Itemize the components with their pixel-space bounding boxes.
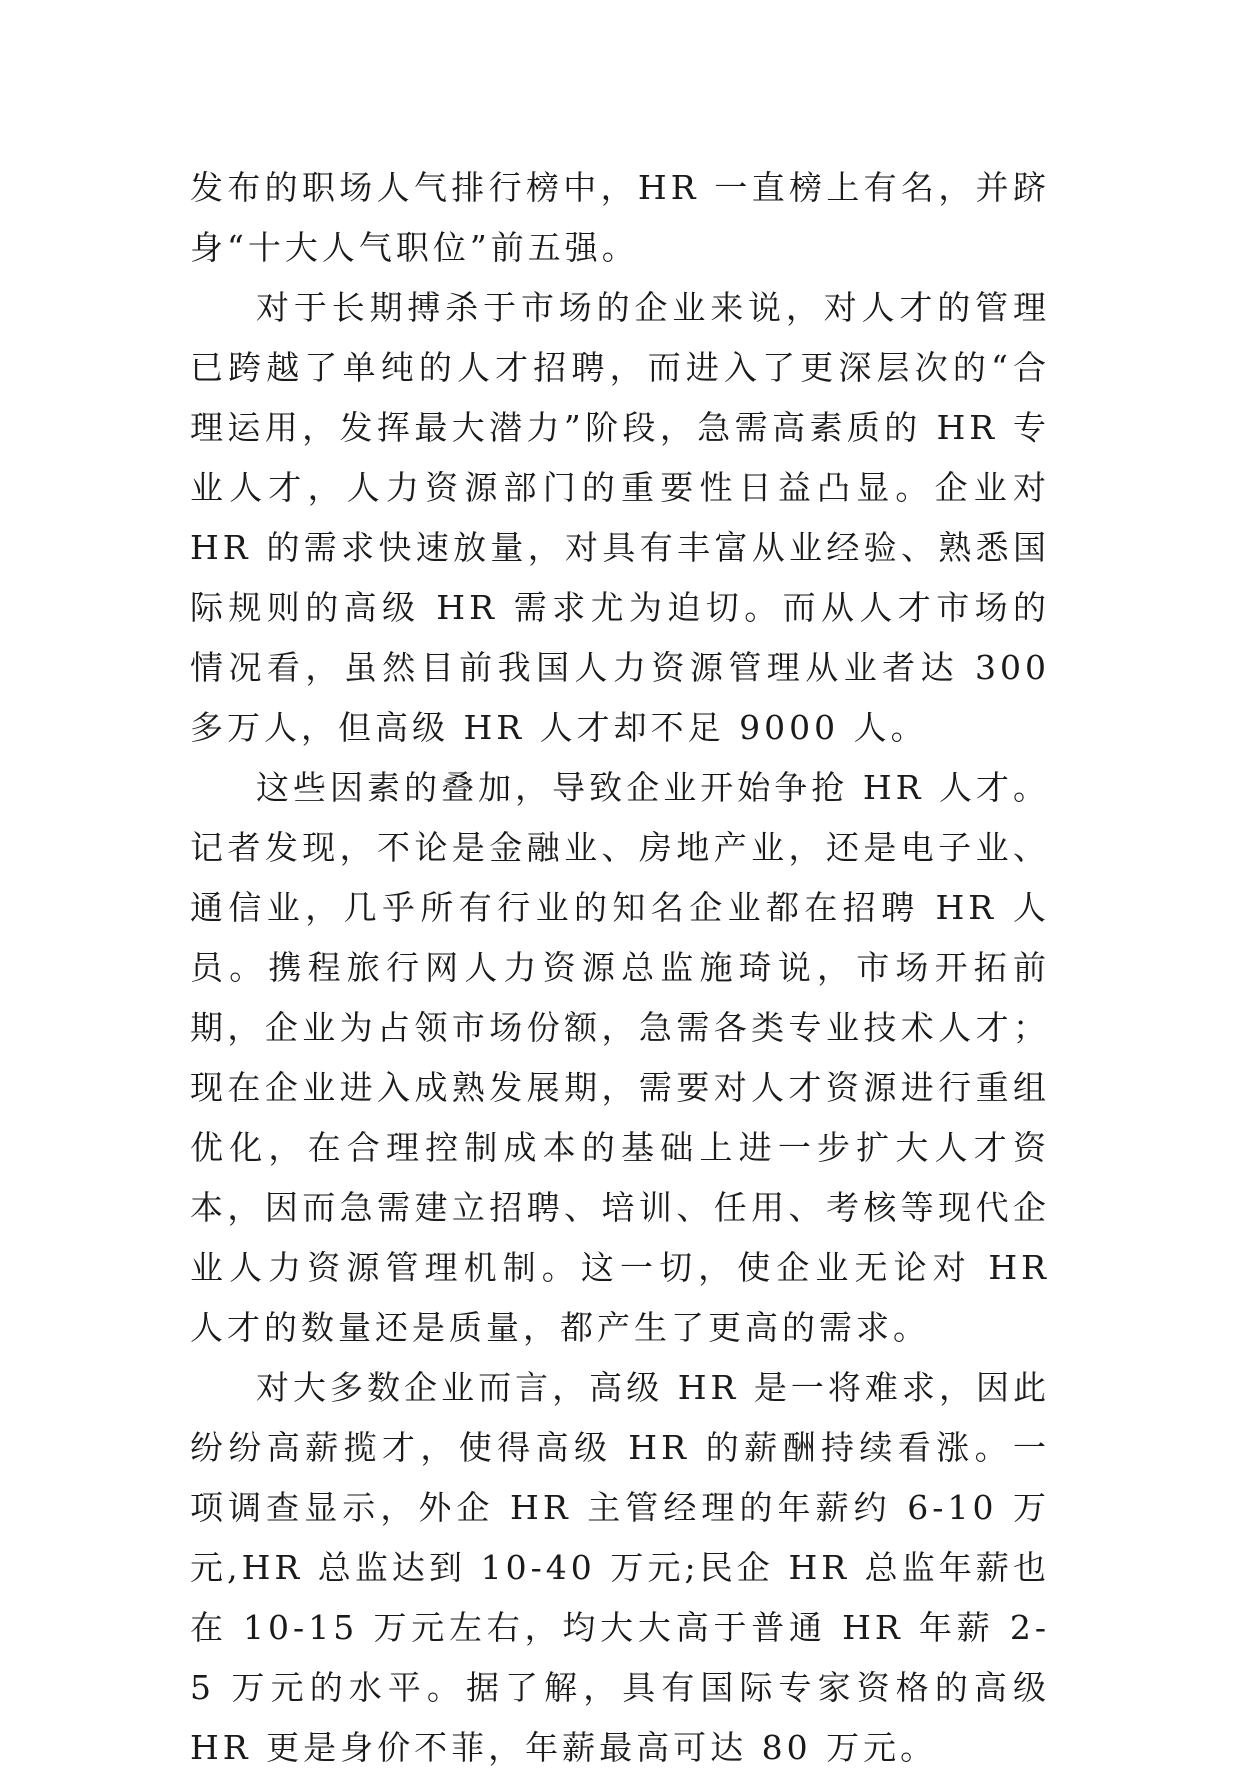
paragraph-3: 这些因素的叠加，导致企业开始争抢 HR 人才。记者发现，不论是金融业、房地产业，还是电子业、通信业，几乎所有行业的知名企业都在招聘 HR 人员。携程旅行网人力资源总监施琦说，市场开拓前期，企业为占领市场份额，急需各类专业技术人才；现在企业进入成熟发展期，需要对人才资源进行重组优化，在合理控制成本的基础上进一步扩大人才资本，因而急需建立招聘、培训、任用、考核等现代企业人力资源管理机制。这一切，使企业无论对 HR 人才的数量还是质量，都产生了更高的需求。: [190, 768, 1050, 1347]
document-body: [190, 158, 1050, 1778]
paragraph-1: 发布的职场人气排行榜中，HR 一直榜上有名，并跻身“十大人气职位”前五强。: [190, 168, 1050, 267]
paragraph-4: 对大多数企业而言，高级 HR 是一将难求，因此纷纷高薪揽才，使得高级 HR 的薪酬持续看涨。一项调查显示，外企 HR 主管经理的年薪约 6-10 万元,HR 总监达到 10-40 万元;民企 HR 总监年薪也在 10-15 万元左右，均大大高于普通 HR 年薪 2-5 万元的水平。据了解，具有国际专家资格的高级 HR 更是身价不菲，年薪最高可达 80 万元。: [190, 1368, 1050, 1767]
paragraph-2: 对于长期搏杀于市场的企业来说，对人才的管理已跨越了单纯的人才招聘，而进入了更深层次的“合理运用，发挥最大潜力”阶段，急需高素质的 HR 专业人才，人力资源部门的重要性日益凸显。企业对 HR 的需求快速放量，对具有丰富从业经验、熟悉国际规则的高级 HR 需求尤为迫切。而从人才市场的情况看，虽然目前我国人力资源管理从业者达 300 多万人，但高级 HR 人才却不足 9000 人。: [190, 288, 1050, 747]
